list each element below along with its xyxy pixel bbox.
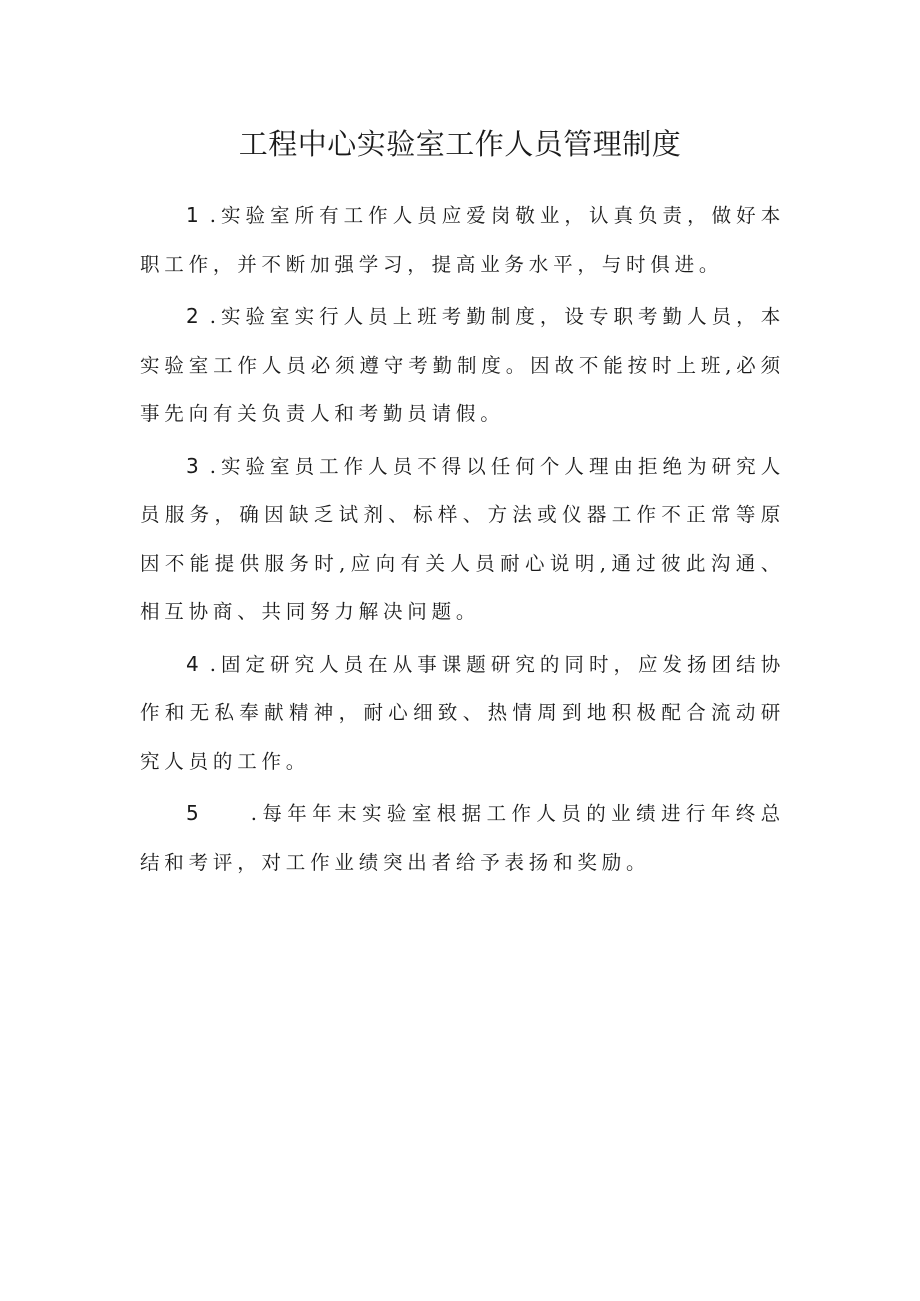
rule-text: .实验室实行人员上班考勤制度，设专职考勤人员，本实验室工作人员必须遵守考勤制度。因故不能按时上班,必须事先向有关负责人和考勤员请假。 — [140, 305, 785, 425]
rule-item-1 — [140, 191, 785, 289]
rule-text: .实验室员工作人员不得以任何个人理由拒绝为研究人员服务，确因缺乏试剂、标样、方法或仪器工作不正常等原因不能提供服务时,应向有关人员耐心说明,通过彼此沟通、相互协商、共同努力解决问题。 — [140, 454, 785, 623]
document-title: 工程中心实验室工作人员管理制度 — [238, 127, 682, 161]
rule-item-5 — [140, 789, 785, 887]
rule-number: 3 — [186, 453, 199, 478]
rule-number: 2 — [186, 304, 199, 328]
rule-item-4 — [140, 640, 785, 787]
rule-text: .每年年末实验室根据工作人员的业绩进行年终总结和考评，对工作业绩突出者给予表扬和奖励。 — [140, 802, 785, 874]
rule-item-3 — [140, 442, 785, 637]
rule-item-2 — [140, 292, 785, 439]
rule-number: 5 — [186, 801, 199, 825]
document-body — [140, 191, 785, 890]
rule-text: .固定研究人员在从事课题研究的同时，应发扬团结协作和无私奉献精神，耐心细致、热情周到地积极配合流动研究人员的工作。 — [140, 652, 785, 773]
rule-text: .实验室所有工作人员应爱岗敬业，认真负责，做好本职工作，并不断加强学习，提高业务水平，与时俱进。 — [140, 204, 785, 276]
rule-number: 1 — [186, 203, 199, 227]
rule-number: 4 — [186, 651, 199, 676]
